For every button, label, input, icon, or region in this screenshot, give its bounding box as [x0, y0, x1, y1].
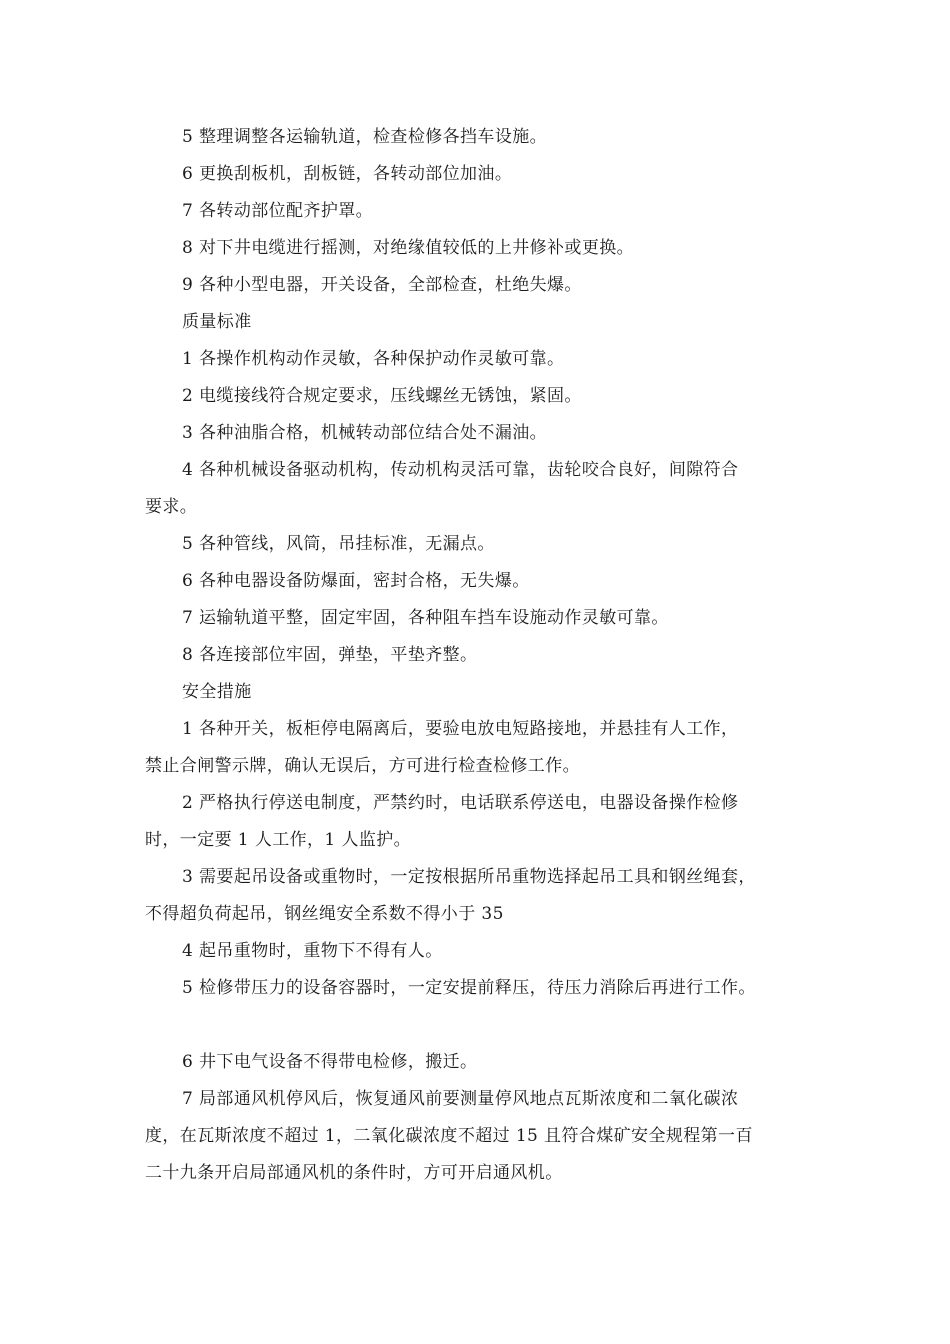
text-line: 7 局部通风机停风后，恢复通风前要测量停风地点瓦斯浓度和二氧化碳浓: [182, 1089, 739, 1109]
text-line: 2 电缆接线符合规定要求，压线螺丝无锈蚀，紧固。: [182, 386, 582, 406]
text-line: 5 检修带压力的设备容器时，一定安提前释压，待压力消除后再进行工作。: [182, 978, 756, 998]
text-line: 4 各种机械设备驱动机构，传动机构灵活可靠，齿轮咬合良好，间隙符合: [182, 460, 739, 480]
text-line: 5 整理调整各运输轨道，检查检修各挡车设施。: [182, 127, 548, 147]
text-line: 7 运输轨道平整，固定牢固，各种阻车挡车设施动作灵敏可靠。: [182, 608, 669, 628]
text-line: 3 需要起吊设备或重物时，一定按根据所吊重物选择起吊工具和钢丝绳套，: [182, 867, 756, 887]
text-line-continuation: 时，一定要 1 人工作，1 人监护。: [145, 830, 412, 850]
text-line-continuation: 度，在瓦斯浓度不超过 1，二氧化碳浓度不超过 15 且符合煤矿安全规程第一百: [145, 1126, 753, 1146]
text-line: 7 各转动部位配齐护罩。: [182, 201, 374, 221]
text-line: 6 井下电气设备不得带电检修，搬迁。: [182, 1052, 478, 1072]
document-body: [145, 119, 823, 1192]
text-line-continuation: 不得超负荷起吊，钢丝绳安全系数不得小于 35: [145, 904, 504, 924]
text-line: 8 各连接部位牢固，弹垫，平垫齐整。: [182, 645, 478, 665]
text-line: 2 严格执行停送电制度，严禁约时，电话联系停送电，电器设备操作检修: [182, 793, 739, 813]
text-line: 8 对下井电缆进行摇测，对绝缘值较低的上井修补或更换。: [182, 238, 635, 258]
text-line: 1 各操作机构动作灵敏，各种保护动作灵敏可靠。: [182, 349, 565, 369]
text-line: 6 更换刮板机，刮板链，各转动部位加油。: [182, 164, 513, 184]
text-line: 3 各种油脂合格，机械转动部位结合处不漏油。: [182, 423, 548, 443]
text-line: 5 各种管线，风筒，吊挂标准，无漏点。: [182, 534, 495, 554]
blank-line: [145, 1007, 823, 1044]
text-line: 6 各种电器设备防爆面，密封合格，无失爆。: [182, 571, 530, 591]
text-line-continuation: 要求。: [145, 497, 198, 517]
text-line: 1 各种开关，板柜停电隔离后，要验电放电短路接地，并悬挂有人工作，: [182, 719, 739, 739]
text-line-continuation: 禁止合闸警示牌，确认无误后，方可进行检查检修工作。: [145, 756, 580, 776]
text-line-continuation: 二十九条开启局部通风机的条件时，方可开启通风机。: [145, 1163, 563, 1183]
text-line: 9 各种小型电器，开关设备，全部检查，杜绝失爆。: [182, 275, 582, 295]
section-heading-safety-measures: 安全措施: [182, 682, 252, 702]
section-heading-quality-standards: 质量标准: [182, 312, 252, 332]
text-line: 4 起吊重物时，重物下不得有人。: [182, 941, 443, 961]
